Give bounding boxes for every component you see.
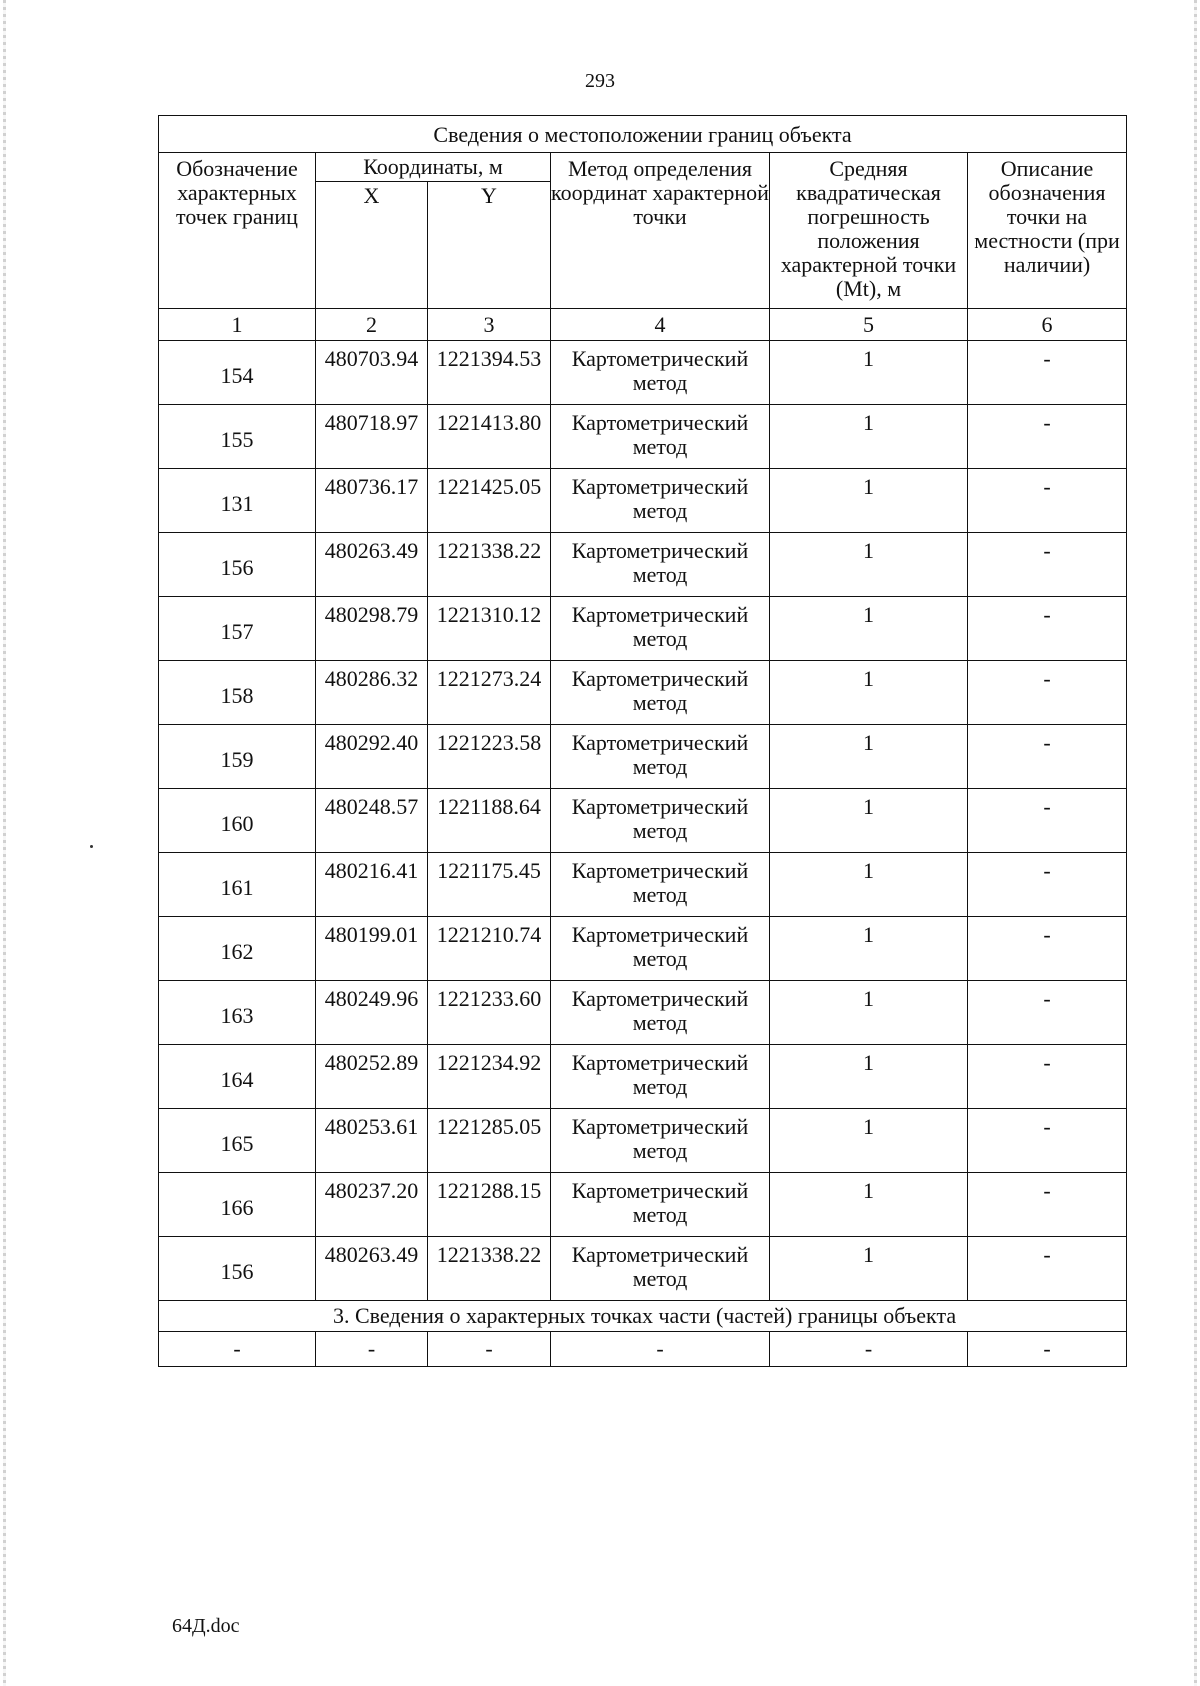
error-cell: 1 [770,789,968,853]
description-cell: - [968,469,1127,533]
point-id-cell: 157 [159,597,316,661]
x-coordinate-cell: 480199.01 [316,917,428,981]
header-y: Y [428,182,551,309]
column-number-row [159,309,1127,341]
method-line1: Картометрический [571,538,749,563]
error-cell: 1 [770,405,968,469]
table-row [159,1173,1127,1237]
error-cell: 1 [770,469,968,533]
method-cell [551,853,770,917]
method-cell [551,789,770,853]
y-coordinate-cell: 1221273.24 [428,661,551,725]
y-coordinate-cell: 1221233.60 [428,981,551,1045]
method-cell [551,1109,770,1173]
x-coordinate-cell: 480253.61 [316,1109,428,1173]
method-line1: Картометрический [571,1114,749,1139]
description-cell: - [968,533,1127,597]
y-coordinate-cell: 1221188.64 [428,789,551,853]
method-line2: метод [632,818,688,843]
header-error: Средняя квадратическая погрешность положения характерной точки (Mt), м [770,153,968,309]
method-cell [551,405,770,469]
table-row [159,725,1127,789]
method-line1: Картометрический [571,922,749,947]
method-line1: Картометрический [571,858,749,883]
table-row [159,981,1127,1045]
method-cell [551,597,770,661]
method-cell [551,1237,770,1301]
description-cell: - [968,597,1127,661]
table-row [159,597,1127,661]
description-cell: - [968,405,1127,469]
method-cell [551,981,770,1045]
section3-cell: - [551,1332,770,1367]
section3-cell: - [159,1332,316,1367]
point-id-cell: 165 [159,1109,316,1173]
footer-filename: 64Д.doc [172,1615,240,1637]
y-coordinate-cell: 1221210.74 [428,917,551,981]
description-cell: - [968,917,1127,981]
point-id-cell: 161 [159,853,316,917]
description-cell: - [968,661,1127,725]
point-id-cell: 166 [159,1173,316,1237]
header-description: Описание обозначения точки на местности (при наличии) [968,153,1127,309]
table-row [159,533,1127,597]
method-line1: Картометрический [571,794,749,819]
point-id-cell: 156 [159,533,316,597]
description-cell: - [968,341,1127,405]
table-row [159,341,1127,405]
method-cell [551,341,770,405]
column-number: 5 [770,309,968,341]
point-id-cell: 155 [159,405,316,469]
y-coordinate-cell: 1221175.45 [428,853,551,917]
method-line2: метод [632,754,688,779]
x-coordinate-cell: 480286.32 [316,661,428,725]
method-line2: метод [632,1010,688,1035]
method-line2: метод [632,434,688,459]
header-coordinates: Координаты, м [316,153,551,182]
y-coordinate-cell: 1221285.05 [428,1109,551,1173]
point-id-cell: 154 [159,341,316,405]
method-line1: Картометрический [571,410,749,435]
description-cell: - [968,981,1127,1045]
x-coordinate-cell: 480718.97 [316,405,428,469]
method-cell [551,917,770,981]
method-cell [551,469,770,533]
scan-edge-left [3,0,6,1686]
method-line2: метод [632,946,688,971]
y-coordinate-cell: 1221413.80 [428,405,551,469]
point-id-cell: 156 [159,1237,316,1301]
error-cell: 1 [770,661,968,725]
section3-cell: - [316,1332,428,1367]
method-line2: метод [632,1266,688,1291]
method-line1: Картометрический [571,730,749,755]
y-coordinate-cell: 1221425.05 [428,469,551,533]
description-cell: - [968,789,1127,853]
method-line1: Картометрический [571,986,749,1011]
header-x: X [316,182,428,309]
table-row [159,469,1127,533]
description-cell: - [968,1045,1127,1109]
description-cell: - [968,725,1127,789]
error-cell: 1 [770,1109,968,1173]
x-coordinate-cell: 480237.20 [316,1173,428,1237]
table-row [159,917,1127,981]
error-cell: 1 [770,981,968,1045]
table-row [159,1237,1127,1301]
column-number: 1 [159,309,316,341]
method-cell [551,1045,770,1109]
column-number: 3 [428,309,551,341]
column-number: 2 [316,309,428,341]
table-row [159,1045,1127,1109]
method-cell [551,661,770,725]
error-cell: 1 [770,533,968,597]
method-line2: метод [632,370,688,395]
column-number: 4 [551,309,770,341]
x-coordinate-cell: 480703.94 [316,341,428,405]
method-cell [551,533,770,597]
method-line2: метод [632,1202,688,1227]
point-id-cell: 162 [159,917,316,981]
table-row [159,405,1127,469]
method-line1: Картометрический [571,1242,749,1267]
error-cell: 1 [770,1045,968,1109]
description-cell: - [968,1173,1127,1237]
error-cell: 1 [770,725,968,789]
x-coordinate-cell: 480248.57 [316,789,428,853]
y-coordinate-cell: 1221234.92 [428,1045,551,1109]
method-line2: метод [632,882,688,907]
error-cell: 1 [770,597,968,661]
method-cell [551,1173,770,1237]
boundary-coordinates-table [158,115,1127,1367]
section3-row [159,1332,1127,1367]
scan-edge-right [1194,0,1197,1686]
method-line1: Картометрический [571,346,749,371]
method-line1: Картометрический [571,602,749,627]
section3-title: 3. Сведения о характерных точках части (частей) границы объекта [159,1301,1127,1332]
scan-speck [90,845,93,848]
point-id-cell: 131 [159,469,316,533]
section3-cell: - [968,1332,1127,1367]
method-line2: метод [632,498,688,523]
x-coordinate-cell: 480216.41 [316,853,428,917]
method-line2: метод [632,562,688,587]
x-coordinate-cell: 480292.40 [316,725,428,789]
table-row [159,661,1127,725]
header-method: Метод определения координат характерной точки [551,153,770,309]
error-cell: 1 [770,341,968,405]
error-cell: 1 [770,853,968,917]
description-cell: - [968,1109,1127,1173]
method-line1: Картометрический [571,1050,749,1075]
column-number: 6 [968,309,1127,341]
point-id-cell: 158 [159,661,316,725]
header-point-label: Обозначение характерных точек границ [159,153,316,309]
table-row [159,789,1127,853]
method-line2: метод [632,1074,688,1099]
method-line1: Картометрический [571,666,749,691]
y-coordinate-cell: 1221310.12 [428,597,551,661]
y-coordinate-cell: 1221223.58 [428,725,551,789]
description-cell: - [968,1237,1127,1301]
x-coordinate-cell: 480263.49 [316,1237,428,1301]
y-coordinate-cell: 1221394.53 [428,341,551,405]
method-line1: Картометрический [571,1178,749,1203]
table-row [159,853,1127,917]
y-coordinate-cell: 1221338.22 [428,1237,551,1301]
section3-cell: - [428,1332,551,1367]
x-coordinate-cell: 480298.79 [316,597,428,661]
y-coordinate-cell: 1221338.22 [428,533,551,597]
table-title: Сведения о местоположении границ объекта [159,116,1127,153]
x-coordinate-cell: 480249.96 [316,981,428,1045]
error-cell: 1 [770,1237,968,1301]
error-cell: 1 [770,1173,968,1237]
page-number: 293 [585,70,615,92]
point-id-cell: 160 [159,789,316,853]
y-coordinate-cell: 1221288.15 [428,1173,551,1237]
method-cell [551,725,770,789]
x-coordinate-cell: 480252.89 [316,1045,428,1109]
section3-cell: - [770,1332,968,1367]
method-line2: метод [632,626,688,651]
method-line2: метод [632,690,688,715]
method-line2: метод [632,1138,688,1163]
error-cell: 1 [770,917,968,981]
point-id-cell: 163 [159,981,316,1045]
point-id-cell: 159 [159,725,316,789]
point-id-cell: 164 [159,1045,316,1109]
table-row [159,1109,1127,1173]
description-cell: - [968,853,1127,917]
x-coordinate-cell: 480736.17 [316,469,428,533]
x-coordinate-cell: 480263.49 [316,533,428,597]
method-line1: Картометрический [571,474,749,499]
